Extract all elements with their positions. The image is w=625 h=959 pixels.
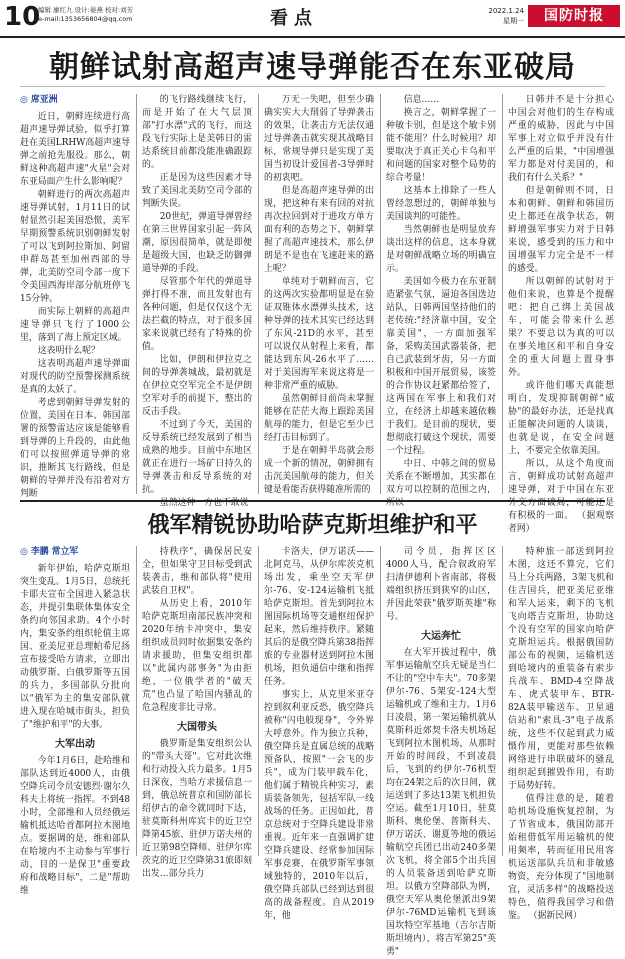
paragraph-group [264,94,374,497]
paragraph: 的飞行路线继续飞行，而是开始了在大气层顶部"打水漂"式的飞行，而这段飞行实际上是美韩日的雷达系统目前都没能准确跟踪的。 [142,95,252,170]
editorial-credits: 编辑 廖红九 设计:晏燕 校对:刘芳 [38,6,134,14]
column-rule [502,546,503,856]
article2-column-5 [508,546,614,921]
column-rule [380,94,381,494]
paragraph: 换言之，朝鲜掌握了一种敏卡别，但是这个敏卡别能不能用？什么时候用？却要取决于真正关心卡乌和平和问题的国家对整个局势的综合考量！ [386,108,496,183]
newspaper-logo: 国防时报 [528,5,620,27]
article1-column-5 [508,94,614,534]
paragraph: 虽然这种一方也不敢说 [159,498,249,508]
paragraph: 这基本上排除了一些人曾经忽想过的，朝鲜单独与美国谈判的可能性。 [386,186,496,222]
paragraph: 事实上，从克里米亚夺控到叙利亚反恐，俄空降兵被称"闪电般现身"，令外界大呼意外。作为独立兵种，俄空降兵是直属总统的战略预备队，按照"一会飞的步兵"，成为门装甲载车化，他们属于精锐兵种实习，素质装备领先，包括军队一线战场的任务。正因如此，普京总统对于空降兵建设非常重视。近年来一直强调扩建空降兵建设、经常参加国际军事竞赛，在俄罗斯军事领域独特的，2010年以后，俄空降兵部队已经到达到很高的战备程度。自从2019年，他 [264,690,374,921]
paragraph: 值得注意的是，随着哈机场设施恢复控制，为了节省成本，俄国防部开始租借低军用运输机的使用频率，转而征用民用客机运送部队兵员和非敏感物资，充分体现了"国地制宜，灵活多样"的战略投送特色，值得我国学习和借鉴。 （据新民网） [508,794,614,921]
paragraph-group [508,546,614,923]
paragraph: 司令员，指挥区区4000人马，配合叙政府军扫清伊德利卜省南部，将极端组织挤压到狭窄的山区，并因此荣获"俄罗斯英雄"称号。 [386,547,496,622]
paragraph: 所以，从这个角度而言，朝鲜成功试射高超声速导弹，对于中国在东亚外交方面破局，可能还是有积极的一面。 （据观察者网） [508,459,614,534]
paragraph: 近日，朝鲜连续进行高超声速导弹试验，似乎打算赶在美国LRHW高超声速导弹之前抢先服役。那么，朝鲜这种高超声速"火星"会对东亚局面产生什么影响呢？ [20,112,130,187]
article1-column-3 [264,94,374,494]
column-rule [136,546,137,856]
article1-column-2 [142,94,252,508]
paragraph: 这表明高超声速导弹面对现代的防空预警探测系统是真的太妖了。 [20,359,130,395]
article1-headline: 朝鲜试射高超声速导弹能否在东亚破局 [49,50,576,85]
paragraph: 虽然朝鲜目前尚未掌握能够在茫茫大海上跟踪美国航母的能力，但是它至少已经打击目标到了。 [264,394,374,443]
paragraph-group [508,94,614,536]
paragraph: 美国如今极力在东亚制造紧张气氛，逼迫各国选边站队，日韩两国坚持他们的老传统:"经济靠中国，安全靠美国"，一方面加强军备，采购美国武器装备，把自己武装到牙齿，另一方面积极和中国开展贸易，该签的合作协议赶紧都给签了，这两国在军事上和我们对立，在经济上却越来越依赖于我们。是目前的现状，要想彻底打破这个现状，需要一个过程。 [386,277,496,456]
paragraph: 当然朝鲜也是明显放弃谈出这样的信息，这本身就是对朝鲜战略立场的明确宣示。 [386,225,496,274]
article2-byline: ◎ 李鹏 常立军 [20,547,79,557]
paragraph: 不过到了今天，美国的反导系统已经发展到了相当成熟的地步。目前中东地区就正在进行一场矿日持久的导弹袭击和反导系统的对抗。 [142,420,252,495]
paragraph: 持秩序"，确保居民安全，但如果守卫目标受到武装袭击，维和部队将"使用武装自卫权"。 [142,547,252,596]
paragraph: 于是在朝鲜半岛就会形成一个新的情况，朝鲜拥有击沉美国航母的能力，但关键是看能否获得随准所需的 [264,446,374,495]
column-rule [136,94,137,494]
paragraph: 中日、中韩之间的贸易关系在不断增加，其实都在双方可以控制的范围之内，所以 [386,459,496,508]
paragraph: 但是朝鲜则不同，日本和朝鲜、朝鲜和韩国历史上都还在战争状态，朝鲜增强军事实力对于日韩来说，感受到的压力和中国增强军力完全是不一样的感受。 [508,186,614,274]
issue-date [478,6,524,26]
paragraph: 而实际上朝鲜的高超声速导弹只飞行了1000公里，落到了海上预定区域。 [20,307,130,343]
paragraph: 所以朝鲜的试射对于他们来说，也算是个提醒吧：把自己绑上美国战车，可能会带来什么恶果？不要总以为真的可以在事关地区和平和自身安全的重大问题上置身事外。 [508,277,614,378]
paragraph: 朝鲜进行的两次高超声速导弹试射，1月11日的试射显然引起美国恐慌，美军早期预警系统识别朝鲜发射了可以飞到阿拉斯加、阿留申群岛甚至加州西部的导弹，北美防空司令部一度下令美国西海岸部分航班停飞15分钟。 [20,190,130,304]
article-separator [20,500,605,502]
paragraph-group [386,546,496,624]
page-number: 10 [4,2,41,32]
article2-subhead-1: 大军出动 [55,739,95,750]
column-rule [380,546,381,856]
page-header [0,0,625,38]
article1-byline: ◎ 席亚洲 [20,95,58,105]
article2-column-2 [142,546,252,879]
divider [20,86,605,87]
article2-headline: 俄军精锐协助哈萨克斯坦维护和平 [147,513,478,538]
paragraph: 俄罗斯是集安组织公认的"带头大哥"。它对此次维和行动投入兵力最多。1月5日深夜，当哈方求援信息一到，俄总统普京和国防部长绍伊古的命令就同时下达，驻莫斯科州库宾卡的近卫空降第45旅、驻伊万诺夫州的近卫第98空降师、驻伊尔库茨克的近卫空降第31旅即刻出发…部分兵力 [142,739,252,879]
paragraph-group [20,755,130,898]
paragraph-group [264,546,374,923]
paragraph: 单纯对于朝鲜而言，它的这两次实验都明显是在验证双锥体水漂弹头技术，这种导弹的技术其实已经达到了东风-21D的水平，甚至可以说仅从射程上来看，都能达到东风-26水平了……对于美国海军来说这将是一种非常严重的威胁。 [264,277,374,391]
article2-subhead-3: 大运奔忙 [421,631,461,642]
paragraph: 或许他们哪天真能想明白，发现抑制朝鲜"威胁"的最好办法，还是找真正能解决问题的人谈谈，也就是说，在安全问题上，不要完全依靠美国。 [508,381,614,456]
column-rule [258,94,259,494]
paragraph-group [20,563,130,732]
article1-column-4 [386,94,496,508]
paragraph: 尽管那个年代的弹道导弹打得不准，而且发射也有各种问题，但是仅仅这个无法拦截的特点，对于很多国家来说就已经有了特殊的价值。 [142,277,252,352]
paragraph: 信息…… [403,95,440,105]
section-title: 看点 [270,8,318,29]
article2-subhead-2: 大国带头 [177,722,217,733]
editorial-email: e-mail:1353656804@qq.com [38,15,133,23]
paragraph: 日韩并不是十分担心中国会对他们的生存构成严重的威胁，因此与中国军事上对立似乎并没有什么严重的后果，"中国增强军力都是对付美国的，和我们有什么关系？" [508,95,614,183]
paragraph-group [142,94,252,510]
paragraph-group [142,738,252,881]
column-rule [502,94,503,494]
article2-column-1 [20,546,130,896]
paragraph-group [386,647,496,959]
article1-column-1 [20,94,130,499]
paragraph: 从历史上看，2010年哈萨克斯坦南部民族冲突和2020年纳卡冲突中，集安组织成员同时依据集安条约请求援助，但集安组织都以"此属内部事务"为由拒绝，一位俄学者的"破天荒"也凸显了哈国内骚乱的危急程度非比寻常。 [142,599,252,713]
weekday-text: 星期一 [503,17,524,25]
paragraph: 比如，伊朗和伊拉克之间的导弹袭城战，最初就是在伊拉克空军完全不是伊朗空军对手的前提下，整出的反击手段。 [142,355,252,417]
paragraph: 今年1月6日，赴哈维和部队达到近4000人，由俄空降兵司令员安德烈·谢尔久科夫上将统一指挥。不到48小时，全部维和人员经俄运输机抵达哈首都阿拉木图地点。要据调的是，维和部队在哈境内不主动参与军事行动，目的一是保卫"重要政府和战略目标"，二是"帮助维 [20,756,130,896]
column-rule [258,546,259,856]
paragraph: 这表明什么呢？ [37,346,100,356]
article2-column-3 [264,546,374,921]
paragraph: 但是高超声速导弹的出现，把这种有来有回的对抗再次拉回到对于进攻方单方面有利的态势之下，朝鲜掌握了高超声速技术，那么伊朗是不是也在飞速赶来的路上呢？ [264,186,374,274]
date-text: 2022.1.24 [488,7,524,15]
paragraph: 在大军开拔过程中，俄军事运输航空兵无疑是当仁不让的"空中车夫"。70多架伊尔-76、5架安-124大型运输机或了维和主力。1月6日凌晨，第一架运输机就从莫斯科近郊契卡洛夫机场起飞到阿拉木图机场，从那时开始的时间段，不到凌晨后，飞到的约伊尔-76机型均在24架之后的次日间，就运送到了多达13架飞机担负空运。截至1月10日，驻莫斯科、奥伦堡、普斯科夫、伊万诺沃、谢夏等地的俄运输航空兵团已出动240多架次飞机，将全部5个出兵国的人员装备送到哈萨克斯坦。以俄方空降部队为例，俄空天军从奥伦堡派出9架伊尔-76MD运输机飞到该国坎特空军基地（吉尔吉斯斯坦境内），将吉军第25"英勇" [386,648,496,957]
paragraph-group [386,94,496,510]
paragraph: 万无一失吧，但至少确确实实大大削弱了导弹袭击的效果，让袭击方无法仅通过导弹袭击就实现其战略目标，常规导弹只是实现了美国当初设计爱国者-3导弹时的初衷吧。 [264,95,374,183]
paragraph-group [142,546,252,715]
article2-column-4 [386,546,496,957]
paragraph: 特种旅一部送到阿拉木图，这还不算完，它们马上分兵两路，3架飞机和住吉国兵，把亚美尼亚维和军人运来，剩下的飞机飞向塔吉克斯坦，协助这个没有空军的国家向哈萨克斯坦运兵。根据俄国防部公布的视频，运输机送到哈境内的重装备有索步兵战车、BMD-4空降战车、虎式装甲车、BTR-82A装甲输送车、卫星通信站和"索具-3"电子战系统，这些不仅起到武力威慑作用，更能对那些依赖网络进行串联破坏的骚乱组织起到摧毁作用，有助于局势好转。 [508,547,614,791]
paragraph: 考虑到朝鲜导弹发射的位置，美国在日本、韩国部署的预警雷达应该是能够看到导弹的上升段的，由此他们可以按照弹道导弹的常识，推断其飞行路线，但是朝鲜的导弹并没有沿着对方判断 [20,398,130,499]
article1-col1-body [20,111,130,501]
paragraph: 新年伊始，哈萨克斯坦突生变乱。1月5日，总统托卡耶夫宣布全国进入紧急状态，并提引集联体集体安全条约向邻国求助。4个小时内，集安条约组织轮值主席国、亚美尼亚总理帕希尼扬宣布接受哈方请求，立即出动俄罗斯、白俄罗斯等五国的兵力，多国部队分批向以"俄军为主的集安部队就进入现在哈城市街头，担负了"维护和平"的大事。 [20,564,130,730]
paragraph: 卡洛夫，伊万诺沃——北阿克马，从伊尔库茨克机场出发，乘坐空天军伊尔-76、安-124运输机飞抵哈萨克斯坦。首先到阿拉木图国际机场等交通枢纽保护起来，然后维持秩序。紧随其后的是俄空降兵第38指挥旅的专业器材送到阿拉木图机场，担负通信中继和指挥任务。 [264,547,374,687]
editorial-info [38,6,133,24]
paragraph: 正是因为这些因素才导致了美国北美防空司令部的判断失误。 [142,173,252,209]
paragraph: 20世纪，弹道导弹曾经在第三世界国家引起一阵风潮，原因很简单，就是即便是超级大国，也缺乏防御弹道导弹的手段。 [142,212,252,274]
